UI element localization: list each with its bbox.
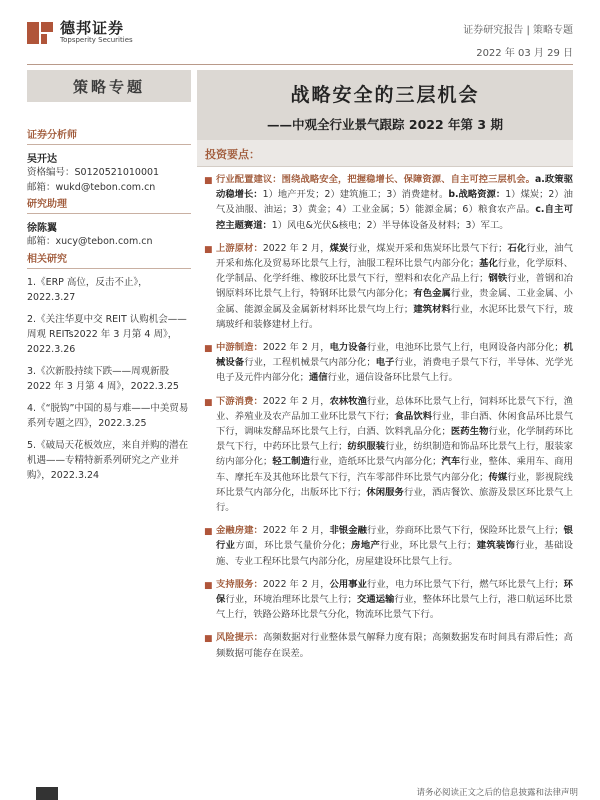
qr-code-icon: [36, 787, 58, 800]
paragraph-label: 风险提示：: [216, 632, 263, 644]
paragraph-text: 行业，油气开采和炼化及贸易环比景气上行，油服工程环比景气内部分化；: [216, 242, 573, 270]
paragraph-text: 行业，贵金属、工业金属、小金属、能源金属及金属新材料环比景气均上行；: [216, 288, 573, 315]
industry-name: 银行业: [216, 525, 573, 552]
report-subtitle: ——中观全行业景气跟踪 2022 年第 3 期: [267, 117, 503, 132]
industry-name: 机械设备: [216, 342, 573, 369]
brand-name-cn: 德邦证券: [60, 19, 125, 37]
bullet-icon: ■: [204, 527, 213, 538]
analyst-license: 资格编号：S0120521010001: [27, 167, 160, 178]
paragraph-text: 行业，普钢和冶钢原料环比景气上行，特钢环比景气内部分化；: [216, 273, 573, 300]
key-points-body: [204, 172, 573, 669]
brand-logo: [27, 20, 133, 45]
paragraph-text: 行业，环比景气上行；: [380, 540, 477, 552]
industry-name: 有色金属: [413, 288, 451, 300]
industry-name: b.战略资源：: [448, 189, 506, 201]
paragraph-text: 行业，酒店餐饮、旅游及景区环比景气上行。: [216, 486, 573, 514]
industry-name: 通信: [308, 372, 328, 384]
key-point-paragraph: [204, 630, 573, 660]
industry-name: a.政策驱动稳增长：: [216, 174, 573, 201]
related-item[interactable]: 1.《ERP 高位，反击不止》，2022.3.27: [27, 277, 148, 303]
report-type: 证券研究报告 | 策略专题: [463, 25, 573, 36]
paragraph-text: 行业，总体环比景气上行，饲料环比景气下行，渔业、养殖业及农产品加工业环比景气下行；: [216, 395, 573, 422]
report-date: 2022 年 03 月 29 日: [476, 48, 573, 59]
brand-name-en: Topsperity Securities: [60, 36, 133, 44]
paragraph-label: 上游原材：: [216, 242, 263, 254]
paragraph-label: 支持服务：: [216, 578, 263, 590]
contact-name: 徐陈翼: [27, 223, 57, 234]
paragraph-text: 1）地产开发；2）建筑施工；3）消费建材。: [262, 189, 449, 201]
industry-name: 石化: [507, 242, 527, 254]
related-section: [27, 246, 191, 490]
paragraph-text: 行业，电池环比景气上行，电网设备内部分化；: [367, 342, 564, 354]
industry-name: 钢铁: [488, 273, 508, 285]
paragraph-text: 1）煤炭；2）油气及油服、油运；3）黄金；4）工业金属；5）能源金属；6）粮食农产品。: [216, 189, 573, 216]
industry-name: 建筑材料: [413, 303, 451, 315]
logo-mark-icon: [27, 22, 55, 44]
paragraph-text: 1）风电&光伏&核电；2）半导体设备及材料；3）军工。: [271, 219, 509, 231]
header-divider: [27, 64, 573, 65]
key-point-paragraph: [204, 340, 573, 386]
paragraph-text: 行业，化学原料、化学制品、化学纤维、橡胶环比景气下行，塑料和农化产品上行；: [216, 258, 573, 285]
title-box: [197, 70, 573, 140]
paragraph-text: 方面，环比景气量价分化；: [235, 540, 351, 552]
report-title: 战略安全的三层机会: [290, 84, 480, 106]
related-item[interactable]: 4.《“脱钩”中国的易与难——中美贸易系列专题之四》，2022.3.25: [27, 403, 189, 429]
bullet-icon: ■: [204, 176, 213, 186]
contact-email[interactable]: 邮箱：xucy@tebon.com.cn: [27, 236, 153, 247]
left-sidebar: [27, 70, 191, 481]
industry-name: 食品饮料: [394, 410, 433, 422]
category-label: 策略专题: [27, 70, 191, 102]
related-section-title: 相关研究: [27, 246, 191, 269]
industry-name: 非银金融: [329, 525, 368, 537]
paragraph-text: 行业，非白酒、休闲食品环比景气下行，调味发酵品环比景气上行，白酒、饮料乳品分化；: [216, 410, 573, 438]
industry-name: 煤炭: [329, 242, 349, 254]
industry-name: 基化: [479, 258, 498, 270]
key-point-paragraph: [204, 523, 573, 569]
analyst-section-title: 证券分析师: [27, 122, 191, 145]
paragraph-label: 中游制造：: [216, 342, 263, 354]
industry-name: c.自主可控主题赛道：: [216, 204, 573, 231]
industry-name: 医药生物: [450, 426, 489, 438]
paragraph-text: 行业，电力环比景气下行，燃气环比景气上行；: [367, 578, 564, 590]
industry-name: 交通运输: [356, 594, 395, 606]
paragraph-text: 行业，造纸环比景气内部分化；: [309, 456, 442, 468]
related-item[interactable]: 3.《次新股持续下跌——周观新股 2022 年 3 月第 4 周》，2022.3.25: [27, 366, 179, 392]
key-point-paragraph: [204, 577, 573, 623]
key-point-paragraph: [204, 172, 573, 233]
related-item[interactable]: 5.《破局天花板效应，来自并购的潜在机遇——专精特新系列研究之产业并购》，2022.3.24: [27, 440, 189, 481]
bullet-icon: ■: [204, 634, 213, 645]
industry-name: 公用事业: [329, 578, 368, 590]
footer-disclaimer: 请务必阅读正文之后的信息披露和法律声明: [416, 788, 578, 798]
bullet-icon: ■: [204, 580, 213, 591]
key-point-paragraph: [204, 394, 573, 516]
paragraph-text: 行业，水泥环比景气下行，玻璃玻纤和装修建材上行。: [216, 303, 573, 330]
contact-section-title: 研究助理: [27, 191, 191, 214]
paragraph-text: 2022 年 2 月，: [262, 525, 330, 537]
paragraph-text: 行业，整体、乘用车、商用车、摩托车及其他环比景气下行，汽车零部件环比景气内部分化；: [216, 456, 573, 483]
paragraph-text: 行业，券商环比景气下行，保险环比景气上行；: [367, 525, 564, 537]
paragraph-text: 高频数据对行业整体景气解释力度有限；高频数据发布时间具有滞后性；高频数据可能存在误差。: [216, 632, 573, 659]
related-item[interactable]: 2.《关注华夏中交 REIT 认购机会——周观 REITs2022 年 3 月第 4 周》，2022.3.26: [27, 314, 187, 355]
paragraph-text: 行业，通信设备环比景气上行。: [327, 372, 458, 384]
paragraph-text: 行业，整体环比景气上行，港口航运环比景气上行，铁路公路环比景气分化，物流环比景气下行。: [216, 594, 573, 621]
paragraph-text: 行业，消费电子景气下行，半导体、光学光电子及元件内部分化；: [216, 357, 573, 384]
paragraph-text: 行业，基础设施、专业工程环比景气内部分化，房屋建设环比景气上行。: [216, 540, 573, 567]
paragraph-text: 2022 年 2 月，: [262, 395, 330, 407]
industry-name: 电子: [375, 357, 395, 369]
paragraph-text: 行业，煤炭开采和焦炭环比景气下行；: [348, 242, 508, 254]
paragraph-label: 下游消费：: [216, 395, 263, 407]
analyst-name: 吴开达: [27, 154, 57, 165]
industry-name: 纺织服装: [347, 441, 386, 453]
paragraph-text: 行业，影视院线环比景气内部分化，出版环比下行；: [216, 471, 573, 498]
industry-name: 农林牧渔: [329, 395, 368, 407]
industry-name: 休闲服务: [366, 486, 404, 498]
paragraph-text: 行业，化学制药环比景气下行，中药环比景气上行；: [216, 426, 573, 453]
paragraph-text: 2022 年 2 月，: [262, 342, 330, 354]
bullet-icon: ■: [204, 397, 213, 408]
industry-name: 传媒: [488, 471, 508, 483]
industry-name: 环保: [216, 578, 573, 606]
paragraph-text: 2022 年 2 月，: [262, 242, 330, 254]
paragraph-text: 行业，环境治理环比景气上行；: [225, 594, 357, 606]
industry-name: 建筑装饰: [476, 540, 516, 552]
industry-name: 汽车: [441, 456, 461, 468]
key-point-paragraph: [204, 241, 573, 332]
paragraph-text: 行业，纺织制造和饰品环比景气上行，服装家纺内部分化；: [216, 441, 573, 468]
industry-name: 房地产: [350, 540, 381, 552]
bullet-icon: ■: [204, 344, 213, 355]
analyst-email[interactable]: 邮箱：wukd@tebon.com.cn: [27, 182, 156, 193]
industry-name: 电力设备: [329, 342, 368, 354]
related-list: [27, 275, 191, 483]
paragraph-text: 2022 年 2 月，: [262, 578, 330, 590]
analyst-section: [27, 122, 191, 195]
bullet-icon: ■: [204, 244, 213, 255]
key-points-label: 投资要点：: [205, 148, 260, 161]
paragraph-label: 行业配置建议：围绕战略安全，把握稳增长、保障资源、自主可控三层机会。: [216, 174, 536, 185]
key-points-header: [197, 140, 573, 167]
industry-name: 轻工制造: [272, 456, 310, 468]
contact-section: [27, 191, 191, 249]
paragraph-label: 金融房建：: [216, 525, 263, 537]
paragraph-text: 行业，工程机械景气内部分化；: [244, 357, 376, 369]
